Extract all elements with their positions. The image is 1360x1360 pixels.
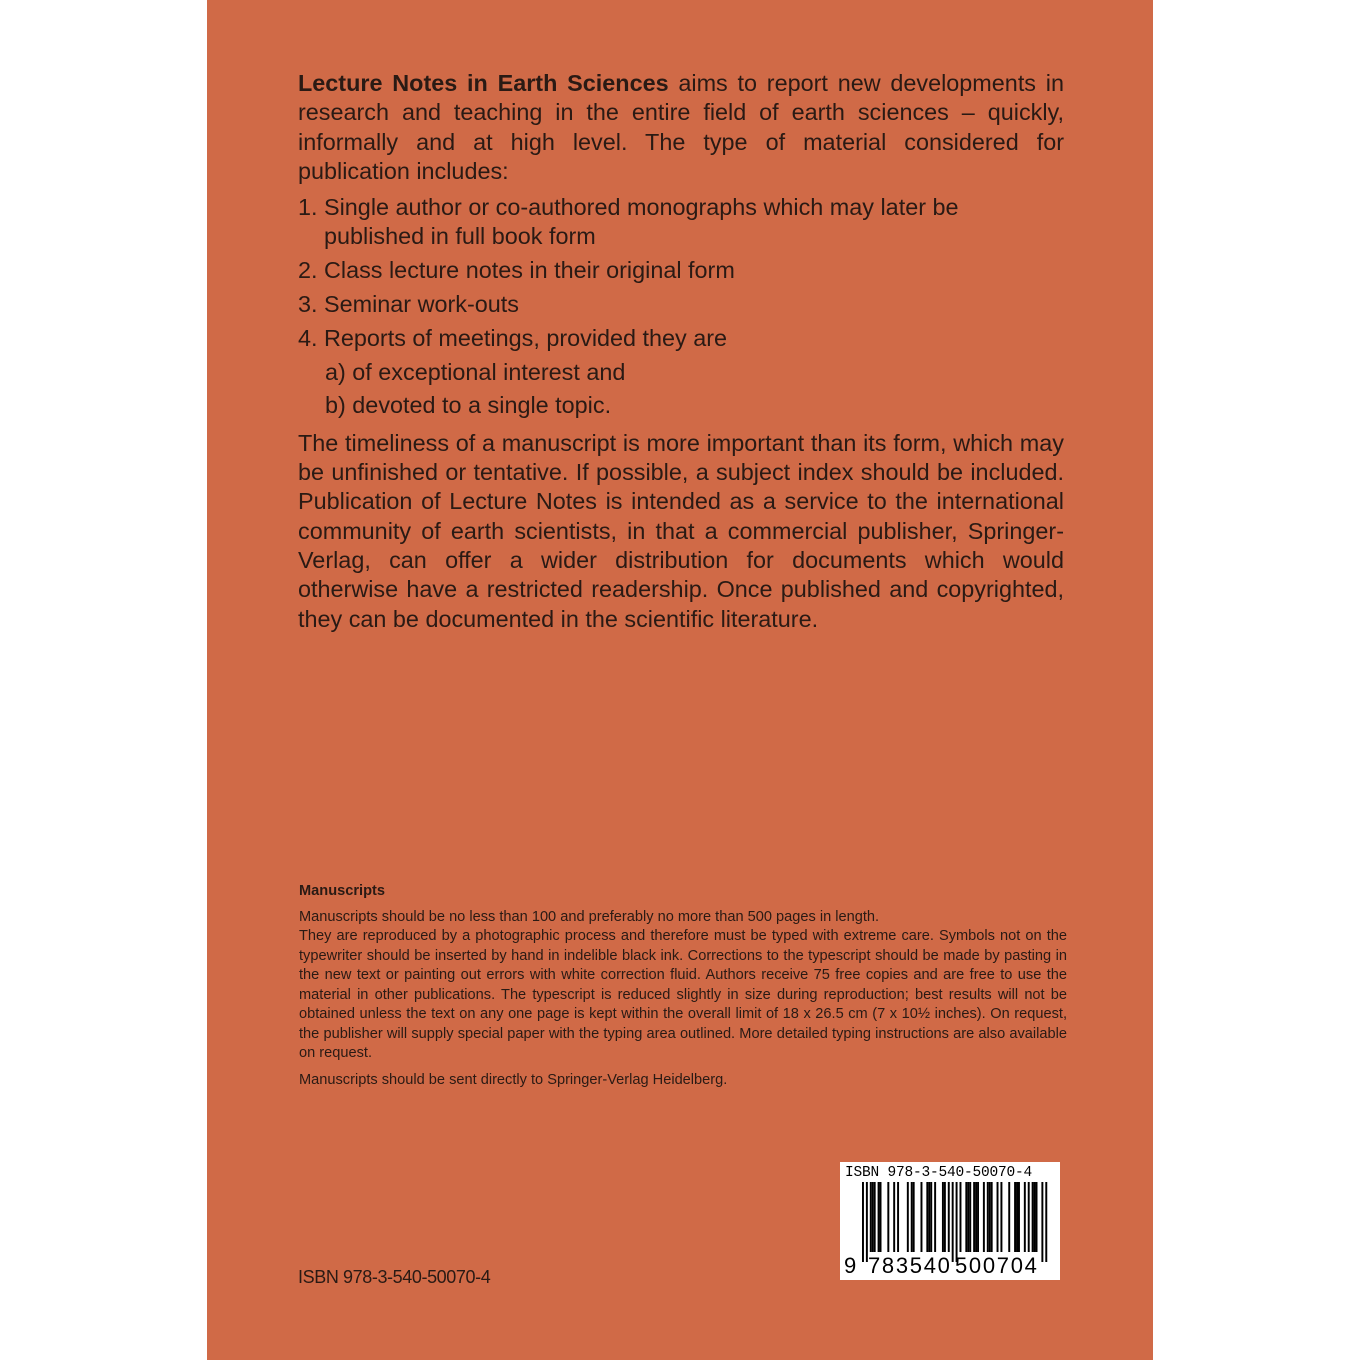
manuscripts-instructions: They are reproduced by a photographic process and therefore must be typed with extreme care. Symbols not on the typewriter should be inserted by hand in indelible black ink. Corrections to the typescript should be made by pasting in the new text or painting out errors with white correction fluid. Authors receive 75 free copies and are free to use the material in other publications. The typescript is reduced slightly in size during reproduction; best results will not be obtained unless the text on any one page is kept within the overall limit of 18 x 26.5 cm (7 x 10½ inches). On request, the publisher will supply special paper with the typing area outlined. More detailed typing instructions are also available on request. <box>299 928 1067 1061</box>
barcode-bar <box>960 1182 962 1252</box>
barcode-bar <box>870 1182 872 1252</box>
barcode-bar <box>874 1182 876 1252</box>
barcode-bar <box>1016 1182 1018 1252</box>
manuscripts-heading: Manuscripts <box>299 883 385 899</box>
sublist-item: a) of exceptional interest and <box>325 358 626 385</box>
barcode-bar <box>911 1182 913 1252</box>
manuscripts-submission: Manuscripts should be sent directly to Springer-Verlag Heidelberg. <box>299 1071 728 1088</box>
barcode-bar <box>1034 1182 1036 1252</box>
barcode-bar <box>897 1182 899 1252</box>
barcode-bar <box>965 1182 967 1252</box>
barcode-bar <box>1024 1182 1026 1252</box>
list-number: 2. <box>298 257 318 284</box>
list-item <box>298 290 1064 319</box>
back-cover <box>207 0 1153 1360</box>
barcode-guard-bar <box>952 1182 954 1262</box>
barcode-bar <box>928 1182 930 1252</box>
barcode-bar <box>997 1182 999 1252</box>
list-item <box>298 193 1064 252</box>
timeliness-paragraph: The timeliness of a manuscript is more important than its form, which may be unfinished or tentative. If possible, a subject index should be included. Publication of Lecture Notes is intended as a service to the international community of earth scientists, in that a commercial publisher, Springer-Verlag, can offer a wider distribution for documents which would otherwise have a restricted readership. Once published and copyrighted, they can be documented in the scientific literature. <box>298 429 1064 632</box>
list-number: 3. <box>298 291 318 318</box>
list-item <box>298 324 1064 353</box>
barcode-guard-bar <box>862 1182 864 1262</box>
barcode-bar <box>930 1182 932 1252</box>
barcode-bar <box>1018 1182 1020 1252</box>
sublist-item: b) devoted to a single topic. <box>325 392 612 419</box>
list-text: Seminar work-outs <box>324 291 519 318</box>
barcode-isbn: ISBN 978-3-540-50070-4 <box>845 1165 1033 1181</box>
barcode-bar <box>921 1182 923 1252</box>
barcode-bar <box>880 1182 882 1252</box>
barcode-bar <box>1000 1182 1002 1252</box>
manuscripts-length: Manuscripts should be no less than 100 and preferably no more than 500 pages in length. <box>299 908 880 925</box>
barcode-bar <box>942 1182 944 1252</box>
list-text: Reports of meetings, provided they are <box>324 324 728 351</box>
barcode-bar <box>1008 1182 1010 1252</box>
barcode-digits-right: 500704 <box>955 1253 1039 1278</box>
barcode-bar <box>872 1182 874 1252</box>
barcode-bar <box>969 1182 971 1252</box>
barcode-bar <box>991 1182 993 1252</box>
barcode-bar <box>1036 1182 1038 1252</box>
barcode-bar <box>987 1182 989 1252</box>
isbn-label: ISBN 978-3-540-50070-4 <box>298 1267 491 1287</box>
barcode-bar <box>907 1182 909 1252</box>
barcode-guard-bar <box>866 1182 868 1262</box>
list-number: 1. <box>298 194 318 221</box>
intro-paragraph <box>298 69 1064 186</box>
intro-text: aims to report new developments in research and teaching in the entire field of earth sciences – quickly, informally and at high level. The type of material considered for publication includes: <box>298 70 1064 184</box>
barcode-bar <box>973 1182 975 1252</box>
barcode-digit-first: 9 <box>844 1253 857 1278</box>
barcode-bar <box>948 1182 950 1252</box>
barcode-guard-bar <box>956 1182 958 1262</box>
barcode-bar <box>1032 1182 1034 1252</box>
barcode-bar <box>934 1182 936 1252</box>
barcode-bar <box>887 1182 889 1252</box>
barcode-bar <box>893 1182 895 1252</box>
barcode-bar <box>1028 1182 1030 1252</box>
barcode-bar <box>989 1182 991 1252</box>
barcode-bar <box>967 1182 969 1252</box>
barcode-guard-bar <box>1045 1182 1047 1262</box>
list-number: 4. <box>298 324 318 351</box>
barcode <box>840 1162 1060 1280</box>
manuscripts-section <box>299 882 1067 1090</box>
barcode-bar <box>983 1182 985 1252</box>
list-text: Class lecture notes in their original form <box>324 257 735 284</box>
barcode-bar <box>913 1182 915 1252</box>
list-item <box>298 256 1064 285</box>
barcode-bar <box>926 1182 928 1252</box>
material-list <box>298 193 1064 421</box>
series-description <box>298 69 1064 634</box>
series-title: Lecture Notes in Earth Sciences <box>298 70 669 96</box>
barcode-bar <box>878 1182 880 1252</box>
barcode-digits-left: 783540 <box>868 1253 952 1278</box>
barcode-bar <box>944 1182 946 1252</box>
barcode-bar <box>977 1182 979 1252</box>
barcode-bar <box>1014 1182 1016 1252</box>
barcode-guard-bar <box>1041 1182 1043 1262</box>
list-text: Single author or co-authored monographs which may later be published in full book form <box>324 194 959 250</box>
barcode-bar <box>975 1182 977 1252</box>
